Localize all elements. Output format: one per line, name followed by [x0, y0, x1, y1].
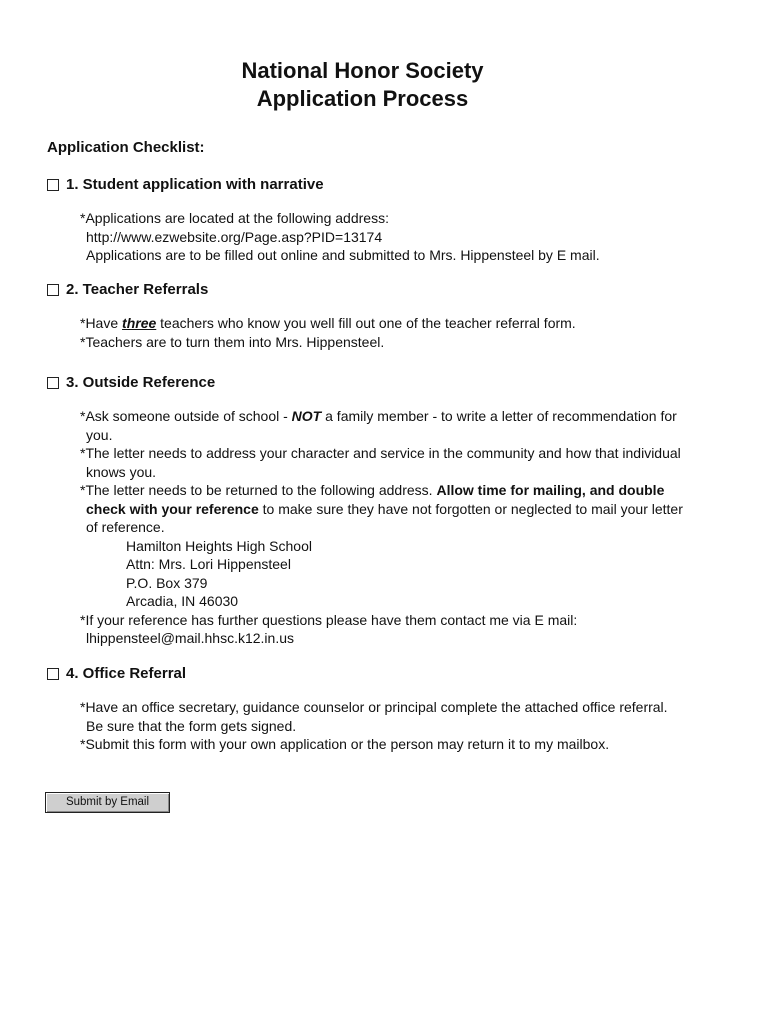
text-span: *The letter needs to be returned to the following address. [80, 482, 437, 498]
section-2-checkbox[interactable] [47, 284, 59, 296]
section-4-heading [47, 665, 186, 682]
section-3-line: you. [86, 426, 113, 443]
title-line-2: Application Process [256, 86, 469, 111]
section-4-line: *Have an office secretary, guidance counselor or principal complete the attached office referral. [80, 699, 668, 715]
section-3-line: knows you. [86, 463, 157, 480]
address-line: Arcadia, IN 46030 [126, 593, 239, 609]
contact-email: lhippensteel@mail.hhsc.k12.in.us [86, 630, 294, 646]
section-3-line: of reference. [86, 519, 165, 535]
emphasis-three: three [122, 315, 157, 331]
section-4-body [80, 698, 740, 754]
address-line: Hamilton Heights High School [126, 537, 312, 554]
section-2-heading [47, 281, 208, 298]
section-4-line: Be sure that the form gets signed. [86, 717, 297, 734]
section-3-line [80, 500, 740, 519]
section-4-line: *Submit this form with your own application or the person may return it to my mailbox. [80, 736, 610, 752]
checklist-label: Application Checklist: [47, 139, 205, 156]
section-3-line [80, 481, 740, 500]
section-4-checkbox[interactable] [47, 668, 59, 680]
section-3-line [80, 407, 740, 426]
section-1-title: 1. Student application with narrative [66, 176, 324, 193]
address-line: P.O. Box 379 [126, 574, 208, 591]
address-line: Attn: Mrs. Lori Hippensteel [126, 556, 291, 572]
emphasis-not: NOT [291, 408, 322, 424]
section-1-line: Applications are to be filled out online and submitted to Mrs. Hippensteel by E mail. [86, 247, 600, 263]
section-3-body [80, 407, 740, 648]
text-span: *Have [80, 315, 123, 331]
bold-text: Allow time for mailing, and double [436, 482, 665, 498]
section-1-url: http://www.ezwebsite.org/Page.asp?PID=13174 [86, 228, 383, 245]
section-3-title: 3. Outside Reference [66, 374, 216, 391]
text-span: *Ask someone outside of school - [80, 408, 292, 424]
section-1-checkbox[interactable] [47, 179, 59, 191]
title-line-1: National Honor Society [241, 58, 484, 83]
section-3-heading [47, 374, 215, 391]
bold-text: check with your reference [86, 500, 259, 517]
text-span: a family member - to write a letter of recommendation for [321, 408, 677, 424]
section-2-line [80, 314, 740, 333]
section-3-line: *The letter needs to address your character and service in the community and how that individual [80, 445, 681, 461]
section-3-checkbox[interactable] [47, 377, 59, 389]
section-2-body [80, 314, 740, 351]
page-title [0, 57, 725, 113]
section-1-body [80, 209, 740, 265]
section-3-line: *If your reference has further questions please have them contact me via E mail: [80, 611, 578, 628]
submit-by-email-button[interactable]: Submit by Email [45, 792, 170, 813]
section-2-title: 2. Teacher Referrals [66, 281, 209, 298]
text-span: to make sure they have not forgotten or neglected to mail your letter [258, 500, 683, 517]
text-span: teachers who know you well fill out one of the teacher referral form. [156, 315, 576, 331]
section-2-line: *Teachers are to turn them into Mrs. Hippensteel. [80, 333, 385, 350]
section-4-title: 4. Office Referral [66, 665, 187, 682]
section-1-line: *Applications are located at the following address: [80, 210, 389, 226]
section-1-heading [47, 176, 324, 193]
